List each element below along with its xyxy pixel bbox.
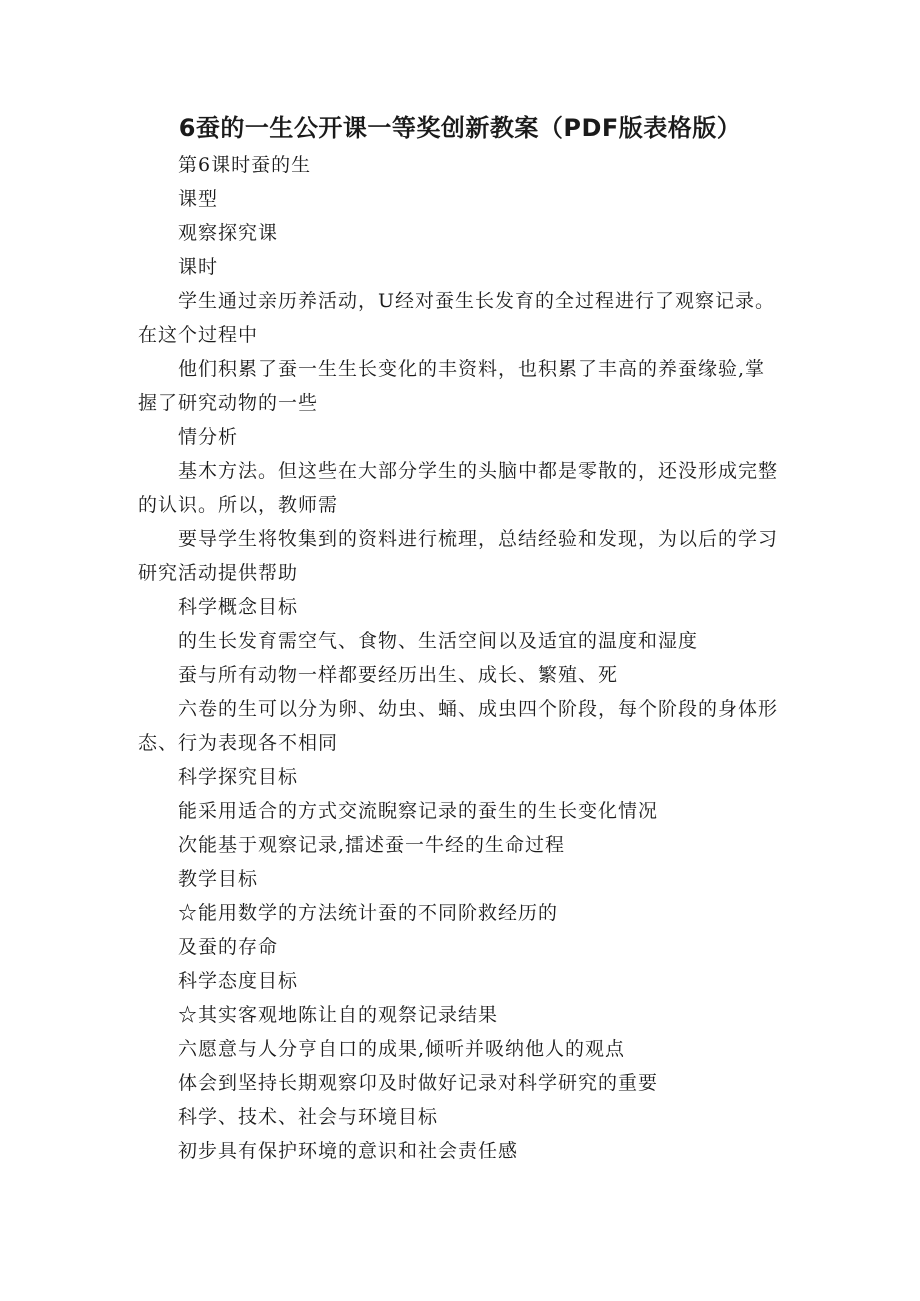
paragraph: 教学目标 [178, 868, 259, 890]
paragraph: 及蚕的存命 [178, 936, 279, 958]
document-body [138, 148, 788, 1168]
paragraph: 科学探究目标 [178, 766, 299, 788]
paragraph: 科学态度目标 [178, 970, 299, 992]
paragraph: 要导学生将牧集到的资料进行梳理，总结经验和发现，为以后的学习 研究活动提供帮助 [138, 528, 779, 584]
paragraph: 课时 [178, 256, 219, 278]
paragraph: 能采用适合的方式交流睨察记录的蚕生的生长变化情况 [178, 800, 659, 822]
paragraph: 的生长发育需空气、食物、生活空间以及适宜的温度和湿度 [178, 630, 699, 652]
paragraph: 学生通过亲历养活动，U经对蚕生长发育的全过程进行了观察记录。 在这个过程中 [138, 290, 776, 346]
paragraph: 初步具有保护环境的意识和社会责任感 [178, 1140, 519, 1162]
paragraph: ☆能用数学的方法统计蚕的不同阶救经历的 [178, 902, 559, 924]
paragraph: ☆其实客观地陈让自的观祭记录结果 [178, 1004, 499, 1026]
paragraph: 科学、技术、社会与环境目标 [178, 1106, 439, 1128]
paragraph: 观察探究课 [178, 222, 279, 244]
paragraph: 科学概念目标 [178, 596, 299, 618]
document-title: 6蚕的一生公开课一等奖创新教案（PDF版表格版） [178, 114, 742, 142]
paragraph: 课型 [178, 188, 219, 210]
paragraph: 基木方法。但这些在大部分学生的头脑中都是零散的，还没形成完整 的认识。所以，教师需 [138, 460, 779, 516]
paragraph: 六卷的生可以分为卵、幼虫、蛹、成虫四个阶段，每个阶段的身体形 态、行为表现各不相同 [138, 698, 779, 754]
paragraph: 六愿意与人分亨自口的成果,倾听并吸纳他人的观点 [178, 1038, 626, 1060]
paragraph: 次能基于观察记录,擂述蚕一牛经的生命过程 [178, 834, 566, 856]
paragraph: 情分析 [178, 426, 239, 448]
paragraph: 第6课时蚕的生 [178, 154, 312, 176]
paragraph: 蚕与所有动物一样都要经历出生、成长、繁殖、死 [178, 664, 619, 686]
paragraph: 体会到坚持长期观察卬及时做好记录对科学研究的重要 [178, 1072, 659, 1094]
paragraph: 他们积累了蚕一生生长变化的丰资料，也积累了丰高的养蚕缘验,掌 握了研究动物的一些 [138, 358, 766, 414]
